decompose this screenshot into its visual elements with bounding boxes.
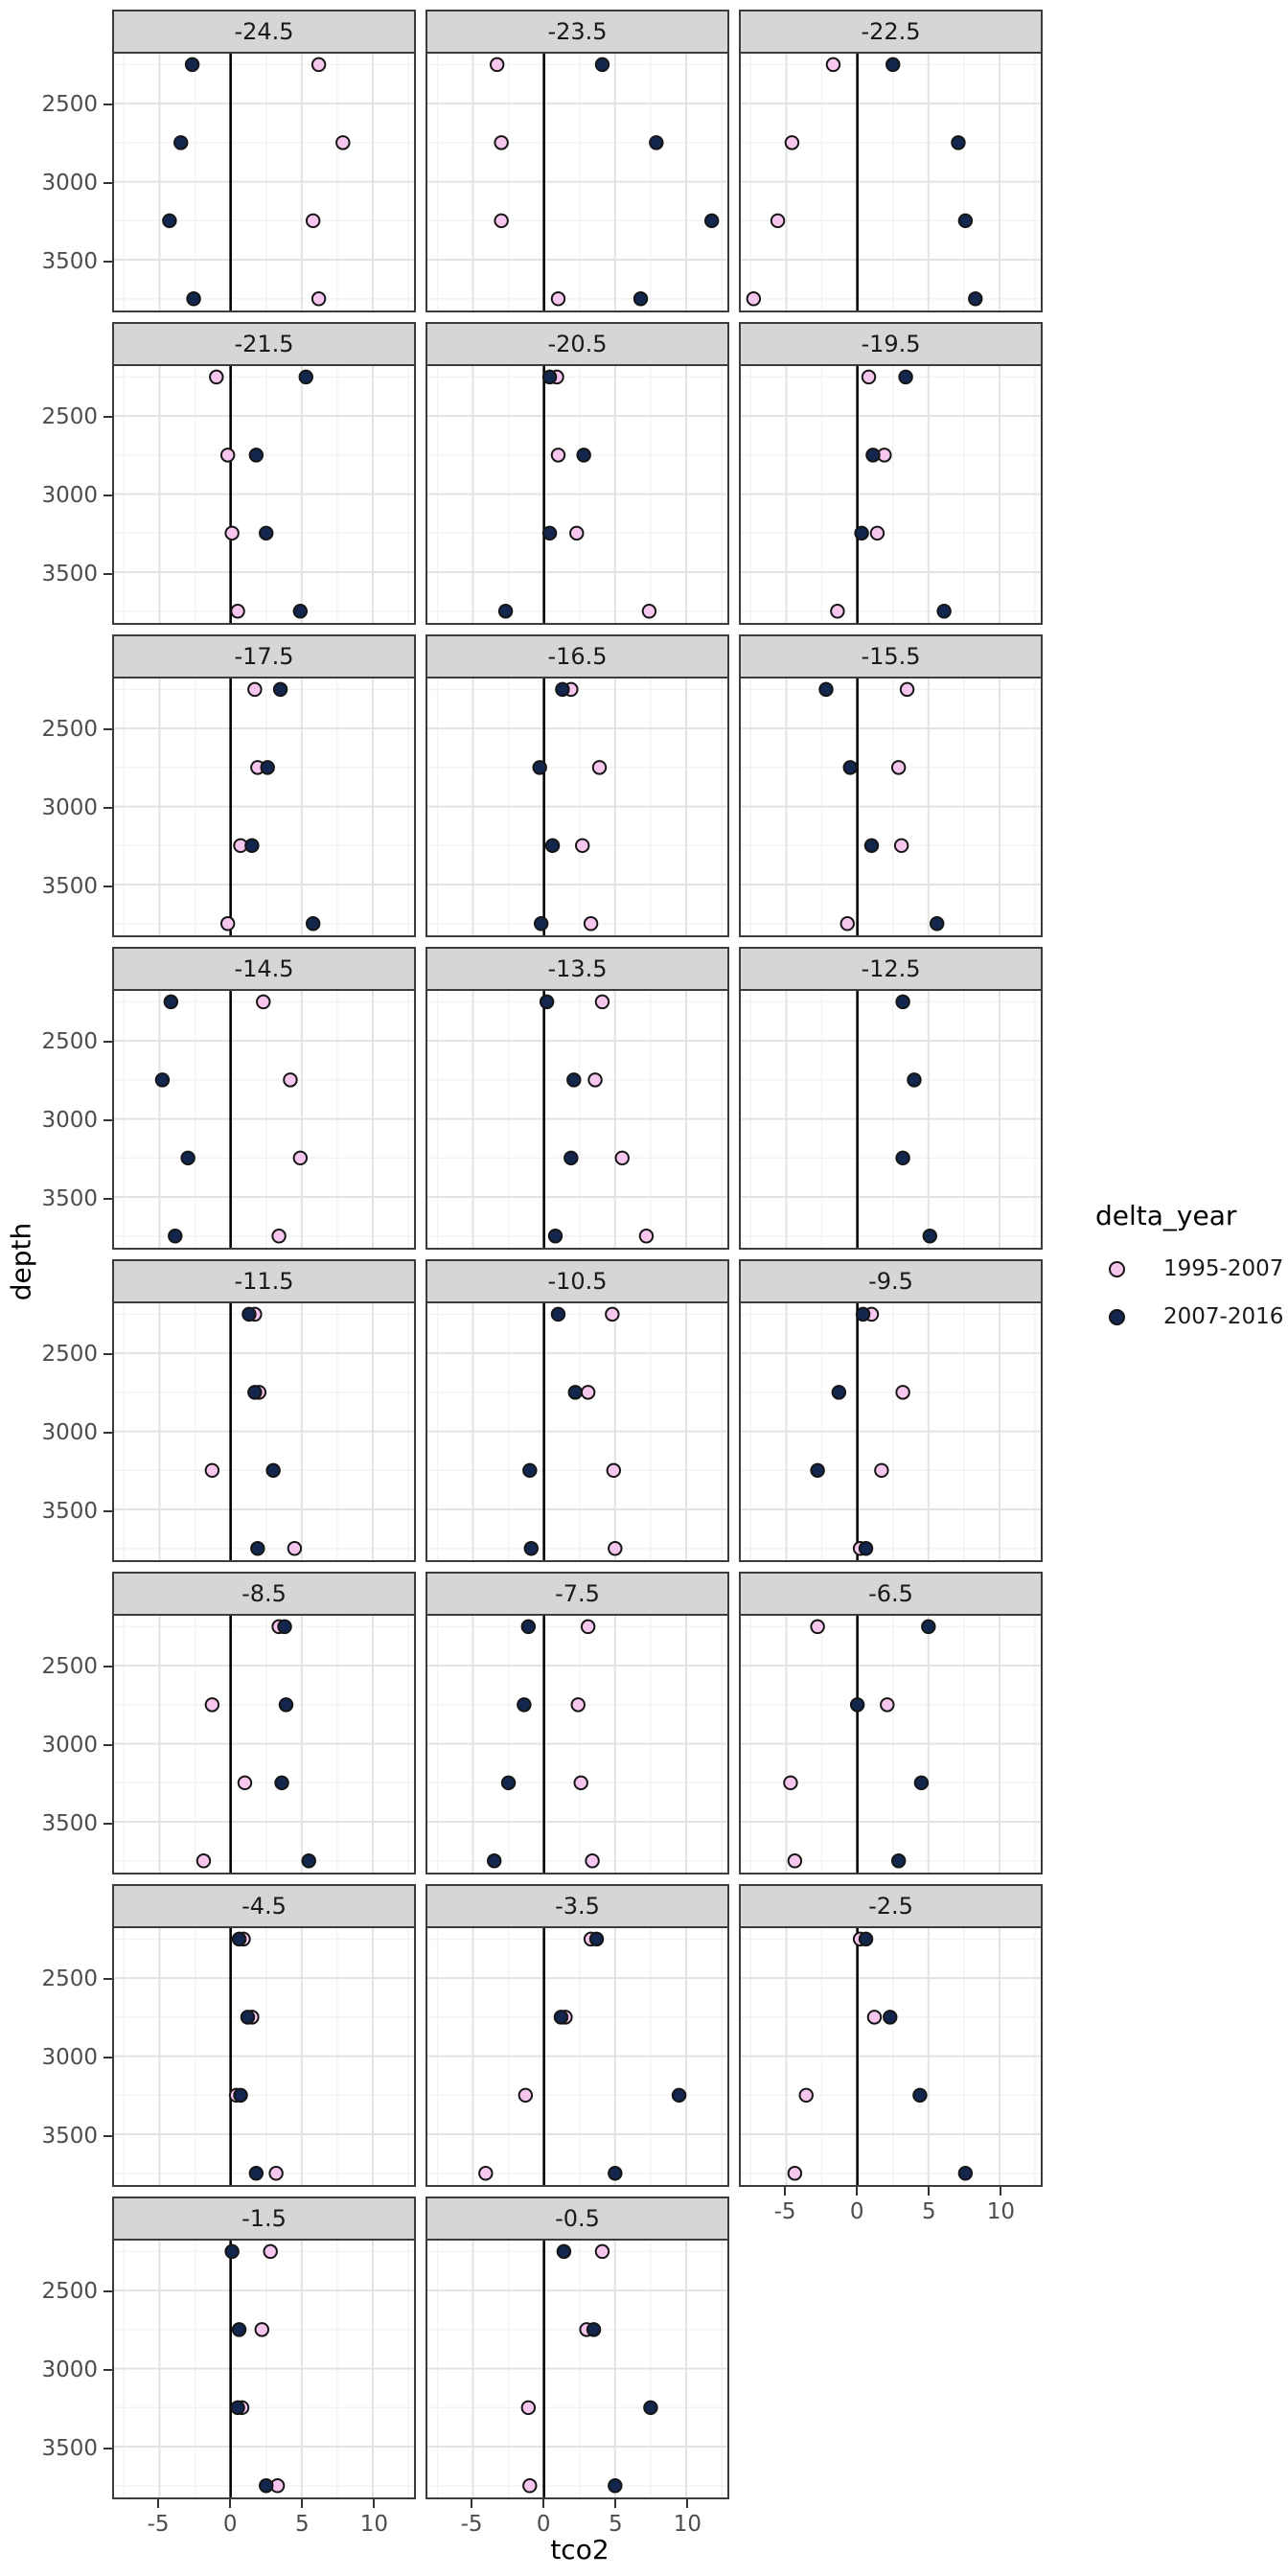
facet-panel--2.5	[739, 1928, 1043, 2187]
facet-panel--1.5	[112, 2241, 416, 2499]
point-2007-2016	[543, 371, 556, 383]
point-2007-2016	[577, 448, 589, 461]
point-2007-2016	[609, 2167, 621, 2179]
x-tick-label: 5	[294, 2512, 310, 2537]
point-2007-2016	[278, 1621, 290, 1633]
point-1995-2007	[264, 2245, 276, 2258]
y-tick-label: 3000	[41, 2357, 98, 2382]
point-2007-2016	[225, 2245, 238, 2258]
point-2007-2016	[609, 2479, 621, 2492]
x-tick-mark	[229, 2499, 231, 2508]
x-tick-mark	[614, 2499, 616, 2508]
facet-header--21.5: -21.5	[112, 322, 416, 366]
y-tick-mark	[104, 2448, 112, 2450]
x-tick-mark	[301, 2499, 303, 2508]
x-tick-label: 0	[849, 2199, 864, 2224]
point-2007-2016	[855, 527, 867, 540]
point-2007-2016	[307, 917, 319, 930]
point-2007-2016	[886, 58, 899, 71]
point-2007-2016	[248, 1386, 261, 1398]
point-2007-2016	[819, 683, 832, 696]
point-1995-2007	[616, 1152, 629, 1164]
y-tick-mark	[104, 1198, 112, 1200]
x-tick-mark	[856, 2187, 858, 2196]
point-2007-2016	[156, 1073, 169, 1086]
facet-panel--11.5	[112, 1303, 416, 1562]
point-1995-2007	[643, 605, 656, 617]
point-2007-2016	[250, 448, 263, 461]
y-tick-mark	[104, 2290, 112, 2292]
point-2007-2016	[300, 371, 312, 383]
point-2007-2016	[860, 1542, 872, 1554]
point-1995-2007	[896, 1386, 908, 1398]
point-1995-2007	[748, 292, 760, 305]
x-tick-mark	[157, 2499, 159, 2508]
y-tick-mark	[104, 2057, 112, 2058]
point-2007-2016	[549, 1230, 562, 1242]
point-1995-2007	[831, 605, 843, 617]
point-2007-2016	[181, 1152, 194, 1164]
y-tick-label: 2500	[41, 91, 98, 117]
facet-header--13.5: -13.5	[426, 947, 729, 991]
legend-item-2007-2016	[1109, 1304, 1283, 1329]
point-1995-2007	[585, 917, 597, 930]
point-2007-2016	[163, 215, 175, 227]
point-1995-2007	[574, 1777, 586, 1789]
facet-header--19.5: -19.5	[739, 322, 1043, 366]
legend-item-label: 2007-2016	[1163, 1304, 1284, 1329]
point-1995-2007	[586, 1854, 598, 1867]
point-2007-2016	[274, 683, 287, 696]
point-2007-2016	[705, 215, 718, 227]
y-tick-label: 2500	[41, 403, 98, 429]
point-2007-2016	[174, 136, 187, 149]
facet-panel--7.5	[426, 1616, 729, 1874]
point-2007-2016	[673, 2089, 685, 2102]
point-2007-2016	[251, 1542, 264, 1554]
point-2007-2016	[275, 1777, 288, 1789]
open-circle-icon	[1109, 1261, 1125, 1277]
point-1995-2007	[206, 1464, 218, 1477]
point-1995-2007	[596, 996, 609, 1008]
point-2007-2016	[833, 1386, 845, 1398]
point-2007-2016	[242, 2011, 254, 2023]
point-1995-2007	[868, 2011, 881, 2023]
point-1995-2007	[570, 527, 583, 540]
y-tick-label: 3500	[41, 873, 98, 899]
x-tick-label: 0	[536, 2512, 551, 2537]
x-tick-mark	[928, 2187, 930, 2196]
point-1995-2007	[479, 2167, 492, 2179]
point-1995-2007	[307, 215, 319, 227]
x-axis-title: tco2	[550, 2534, 610, 2565]
y-tick-label: 3000	[41, 482, 98, 508]
facet-panel--3.5	[426, 1928, 729, 2187]
y-tick-label: 3500	[41, 1498, 98, 1524]
filled-circle-icon	[1109, 1309, 1125, 1325]
y-tick-mark	[104, 1510, 112, 1512]
x-tick-mark	[1000, 2187, 1001, 2196]
point-2007-2016	[518, 1698, 530, 1711]
facet-header--10.5: -10.5	[426, 1259, 729, 1303]
facet-panel--16.5	[426, 678, 729, 937]
y-tick-label: 2500	[41, 716, 98, 742]
point-1995-2007	[789, 1854, 801, 1867]
point-1995-2007	[272, 1230, 285, 1242]
facet-header--11.5: -11.5	[112, 1259, 416, 1303]
point-2007-2016	[233, 1933, 245, 1945]
point-1995-2007	[593, 761, 606, 773]
y-tick-mark	[104, 1823, 112, 1825]
point-1995-2007	[239, 1777, 251, 1789]
point-2007-2016	[245, 840, 258, 852]
facet-header--7.5: -7.5	[426, 1572, 729, 1616]
point-1995-2007	[231, 605, 243, 617]
facet-header--23.5: -23.5	[426, 10, 729, 54]
point-2007-2016	[952, 136, 964, 149]
facet-panel--17.5	[112, 678, 416, 937]
point-2007-2016	[165, 996, 177, 1008]
point-1995-2007	[771, 215, 784, 227]
point-1995-2007	[552, 448, 564, 461]
point-1995-2007	[892, 761, 905, 773]
legend-item-label: 1995-2007	[1163, 1256, 1284, 1281]
point-2007-2016	[242, 1308, 255, 1321]
facet-panel--20.5	[426, 366, 729, 625]
facet-panel--8.5	[112, 1616, 416, 1874]
x-tick-label: -5	[147, 2512, 170, 2537]
facet-panel--9.5	[739, 1303, 1043, 1562]
point-1995-2007	[288, 1542, 301, 1554]
y-tick-mark	[104, 261, 112, 263]
facet-panel--19.5	[739, 366, 1043, 625]
point-2007-2016	[644, 2402, 656, 2414]
point-2007-2016	[860, 1933, 872, 1945]
point-2007-2016	[596, 58, 609, 71]
x-tick-mark	[542, 2499, 544, 2508]
point-1995-2007	[875, 1464, 887, 1477]
facet-header--9.5: -9.5	[739, 1259, 1043, 1303]
facet-panel--12.5	[739, 991, 1043, 1250]
facet-header--6.5: -6.5	[739, 1572, 1043, 1616]
legend-item-1995-2007	[1109, 1256, 1283, 1281]
point-2007-2016	[558, 2245, 570, 2258]
point-2007-2016	[650, 136, 662, 149]
point-2007-2016	[260, 2479, 272, 2492]
point-2007-2016	[564, 1152, 577, 1164]
point-2007-2016	[234, 2089, 246, 2102]
point-1995-2007	[576, 840, 588, 852]
x-tick-mark	[686, 2499, 688, 2508]
point-2007-2016	[525, 1542, 538, 1554]
point-2007-2016	[522, 1621, 535, 1633]
point-2007-2016	[922, 1621, 934, 1633]
point-1995-2007	[248, 683, 261, 696]
point-1995-2007	[811, 1621, 823, 1633]
x-tick-label: -5	[773, 2199, 796, 2224]
facet-panel--6.5	[739, 1616, 1043, 1874]
x-tick-label: 10	[673, 2512, 702, 2537]
y-tick-label: 3500	[41, 1185, 98, 1211]
point-2007-2016	[590, 1933, 603, 1945]
y-tick-label: 3500	[41, 2435, 98, 2461]
point-2007-2016	[523, 1464, 536, 1477]
legend	[1095, 1200, 1283, 1352]
x-tick-label: 5	[921, 2199, 936, 2224]
facet-header--12.5: -12.5	[739, 947, 1043, 991]
point-2007-2016	[567, 1073, 580, 1086]
y-tick-label: 3500	[41, 561, 98, 586]
point-1995-2007	[786, 136, 798, 149]
point-1995-2007	[827, 58, 840, 71]
y-tick-label: 2500	[41, 1341, 98, 1367]
x-tick-label: 5	[608, 2512, 623, 2537]
facet-header--0.5: -0.5	[426, 2196, 729, 2241]
point-2007-2016	[959, 215, 972, 227]
point-1995-2007	[789, 2167, 801, 2179]
y-tick-mark	[104, 1041, 112, 1043]
point-2007-2016	[884, 2011, 896, 2023]
point-2007-2016	[844, 761, 857, 773]
point-2007-2016	[569, 1386, 582, 1398]
facet-header--24.5: -24.5	[112, 10, 416, 54]
facet-header--4.5: -4.5	[112, 1884, 416, 1928]
point-2007-2016	[555, 2011, 567, 2023]
point-2007-2016	[535, 917, 547, 930]
point-2007-2016	[543, 527, 556, 540]
point-1995-2007	[588, 1073, 601, 1086]
point-1995-2007	[609, 1542, 621, 1554]
point-2007-2016	[187, 292, 199, 305]
facet-header--3.5: -3.5	[426, 1884, 729, 1928]
y-tick-mark	[104, 494, 112, 496]
facet-header--2.5: -2.5	[739, 1884, 1043, 1928]
point-2007-2016	[294, 605, 307, 617]
point-2007-2016	[540, 996, 553, 1008]
y-tick-label: 2500	[41, 1653, 98, 1679]
facet-panel--0.5	[426, 2241, 729, 2499]
point-1995-2007	[221, 917, 234, 930]
point-1995-2007	[312, 58, 325, 71]
point-1995-2007	[312, 292, 325, 305]
x-tick-mark	[784, 2187, 786, 2196]
point-2007-2016	[556, 683, 568, 696]
point-1995-2007	[582, 1621, 594, 1633]
point-1995-2007	[523, 2479, 536, 2492]
point-1995-2007	[294, 1152, 307, 1164]
y-tick-label: 2500	[41, 1028, 98, 1054]
y-tick-mark	[104, 886, 112, 887]
point-1995-2007	[640, 1230, 653, 1242]
facet-header--14.5: -14.5	[112, 947, 416, 991]
point-2007-2016	[186, 58, 198, 71]
facet-header--22.5: -22.5	[739, 10, 1043, 54]
point-2007-2016	[303, 1854, 315, 1867]
point-2007-2016	[857, 1308, 869, 1321]
facet-panel--10.5	[426, 1303, 729, 1562]
facet-header--20.5: -20.5	[426, 322, 729, 366]
y-tick-label: 3000	[41, 170, 98, 196]
y-tick-mark	[104, 1666, 112, 1668]
point-2007-2016	[231, 2402, 243, 2414]
point-2007-2016	[937, 605, 950, 617]
x-tick-label: 10	[359, 2512, 389, 2537]
point-2007-2016	[261, 761, 273, 773]
point-1995-2007	[582, 1386, 594, 1398]
facet-header--15.5: -15.5	[739, 634, 1043, 678]
point-2007-2016	[896, 996, 908, 1008]
point-1995-2007	[269, 2167, 282, 2179]
y-tick-label: 3500	[41, 248, 98, 274]
x-tick-mark	[373, 2499, 375, 2508]
point-1995-2007	[608, 1464, 620, 1477]
x-tick-label: 10	[986, 2199, 1016, 2224]
facet-panel--21.5	[112, 366, 416, 625]
point-1995-2007	[596, 2245, 609, 2258]
y-tick-label: 2500	[41, 1966, 98, 1991]
point-1995-2007	[901, 683, 913, 696]
point-1995-2007	[206, 1698, 218, 1711]
point-2007-2016	[866, 448, 879, 461]
y-tick-mark	[104, 1744, 112, 1746]
point-1995-2007	[519, 2089, 532, 2102]
facet-panel--22.5	[739, 54, 1043, 312]
point-2007-2016	[280, 1698, 292, 1711]
point-2007-2016	[260, 527, 272, 540]
point-2007-2016	[250, 2167, 263, 2179]
point-1995-2007	[552, 292, 564, 305]
y-tick-mark	[104, 1119, 112, 1121]
point-1995-2007	[225, 527, 238, 540]
point-1995-2007	[491, 58, 503, 71]
point-1995-2007	[606, 1308, 618, 1321]
point-2007-2016	[969, 292, 981, 305]
point-2007-2016	[533, 761, 545, 773]
facet-panel--23.5	[426, 54, 729, 312]
point-2007-2016	[233, 2323, 245, 2335]
point-2007-2016	[546, 840, 559, 852]
point-1995-2007	[256, 2323, 268, 2335]
point-1995-2007	[862, 371, 875, 383]
point-2007-2016	[552, 1308, 564, 1321]
facet-header--8.5: -8.5	[112, 1572, 416, 1616]
y-tick-label: 3000	[41, 794, 98, 820]
y-tick-label: 2500	[41, 2278, 98, 2304]
point-2007-2016	[931, 917, 943, 930]
x-tick-label: -5	[460, 2512, 483, 2537]
point-2007-2016	[896, 1152, 908, 1164]
facet-header--17.5: -17.5	[112, 634, 416, 678]
point-1995-2007	[871, 527, 884, 540]
point-2007-2016	[959, 2167, 972, 2179]
point-2007-2016	[865, 840, 878, 852]
point-1995-2007	[784, 1777, 796, 1789]
point-1995-2007	[522, 2402, 535, 2414]
y-tick-label: 3500	[41, 1810, 98, 1836]
y-axis-title: depth	[5, 1222, 37, 1301]
facet-panel--14.5	[112, 991, 416, 1250]
y-tick-label: 3000	[41, 1107, 98, 1133]
point-2007-2016	[488, 1854, 500, 1867]
y-tick-mark	[104, 2369, 112, 2371]
point-1995-2007	[895, 840, 908, 852]
y-tick-mark	[104, 807, 112, 809]
point-2007-2016	[266, 1464, 279, 1477]
y-tick-label: 3000	[41, 2044, 98, 2070]
point-1995-2007	[572, 1698, 585, 1711]
point-2007-2016	[913, 2089, 926, 2102]
point-1995-2007	[197, 1854, 210, 1867]
y-tick-mark	[104, 1432, 112, 1434]
point-1995-2007	[800, 2089, 813, 2102]
point-2007-2016	[634, 292, 647, 305]
y-tick-mark	[104, 573, 112, 575]
point-2007-2016	[502, 1777, 515, 1789]
facet-header--16.5: -16.5	[426, 634, 729, 678]
point-1995-2007	[221, 448, 234, 461]
y-tick-mark	[104, 2135, 112, 2137]
facet-panel--4.5	[112, 1928, 416, 2187]
legend-title: delta_year	[1095, 1200, 1237, 1231]
point-1995-2007	[257, 996, 269, 1008]
x-tick-mark	[471, 2499, 472, 2508]
point-2007-2016	[811, 1464, 823, 1477]
point-1995-2007	[284, 1073, 296, 1086]
y-tick-mark	[104, 728, 112, 730]
x-tick-label: 0	[222, 2512, 238, 2537]
y-tick-mark	[104, 104, 112, 105]
point-1995-2007	[494, 215, 507, 227]
y-tick-mark	[104, 1978, 112, 1980]
point-1995-2007	[336, 136, 349, 149]
point-2007-2016	[169, 1230, 181, 1242]
y-tick-label: 3500	[41, 2123, 98, 2149]
y-tick-label: 3000	[41, 1419, 98, 1445]
point-2007-2016	[499, 605, 512, 617]
facet-panel--24.5	[112, 54, 416, 312]
y-tick-mark	[104, 416, 112, 418]
point-2007-2016	[915, 1777, 928, 1789]
facet-header--1.5: -1.5	[112, 2196, 416, 2241]
y-tick-mark	[104, 182, 112, 184]
point-1995-2007	[841, 917, 854, 930]
point-2007-2016	[587, 2323, 600, 2335]
point-2007-2016	[892, 1854, 905, 1867]
point-1995-2007	[494, 136, 507, 149]
y-tick-label: 3000	[41, 1732, 98, 1758]
point-1995-2007	[881, 1698, 893, 1711]
point-2007-2016	[908, 1073, 920, 1086]
point-1995-2007	[210, 371, 222, 383]
point-2007-2016	[924, 1230, 936, 1242]
point-2007-2016	[899, 371, 911, 383]
y-tick-mark	[104, 1353, 112, 1355]
facet-panel--15.5	[739, 678, 1043, 937]
point-2007-2016	[851, 1698, 863, 1711]
facet-panel--13.5	[426, 991, 729, 1250]
